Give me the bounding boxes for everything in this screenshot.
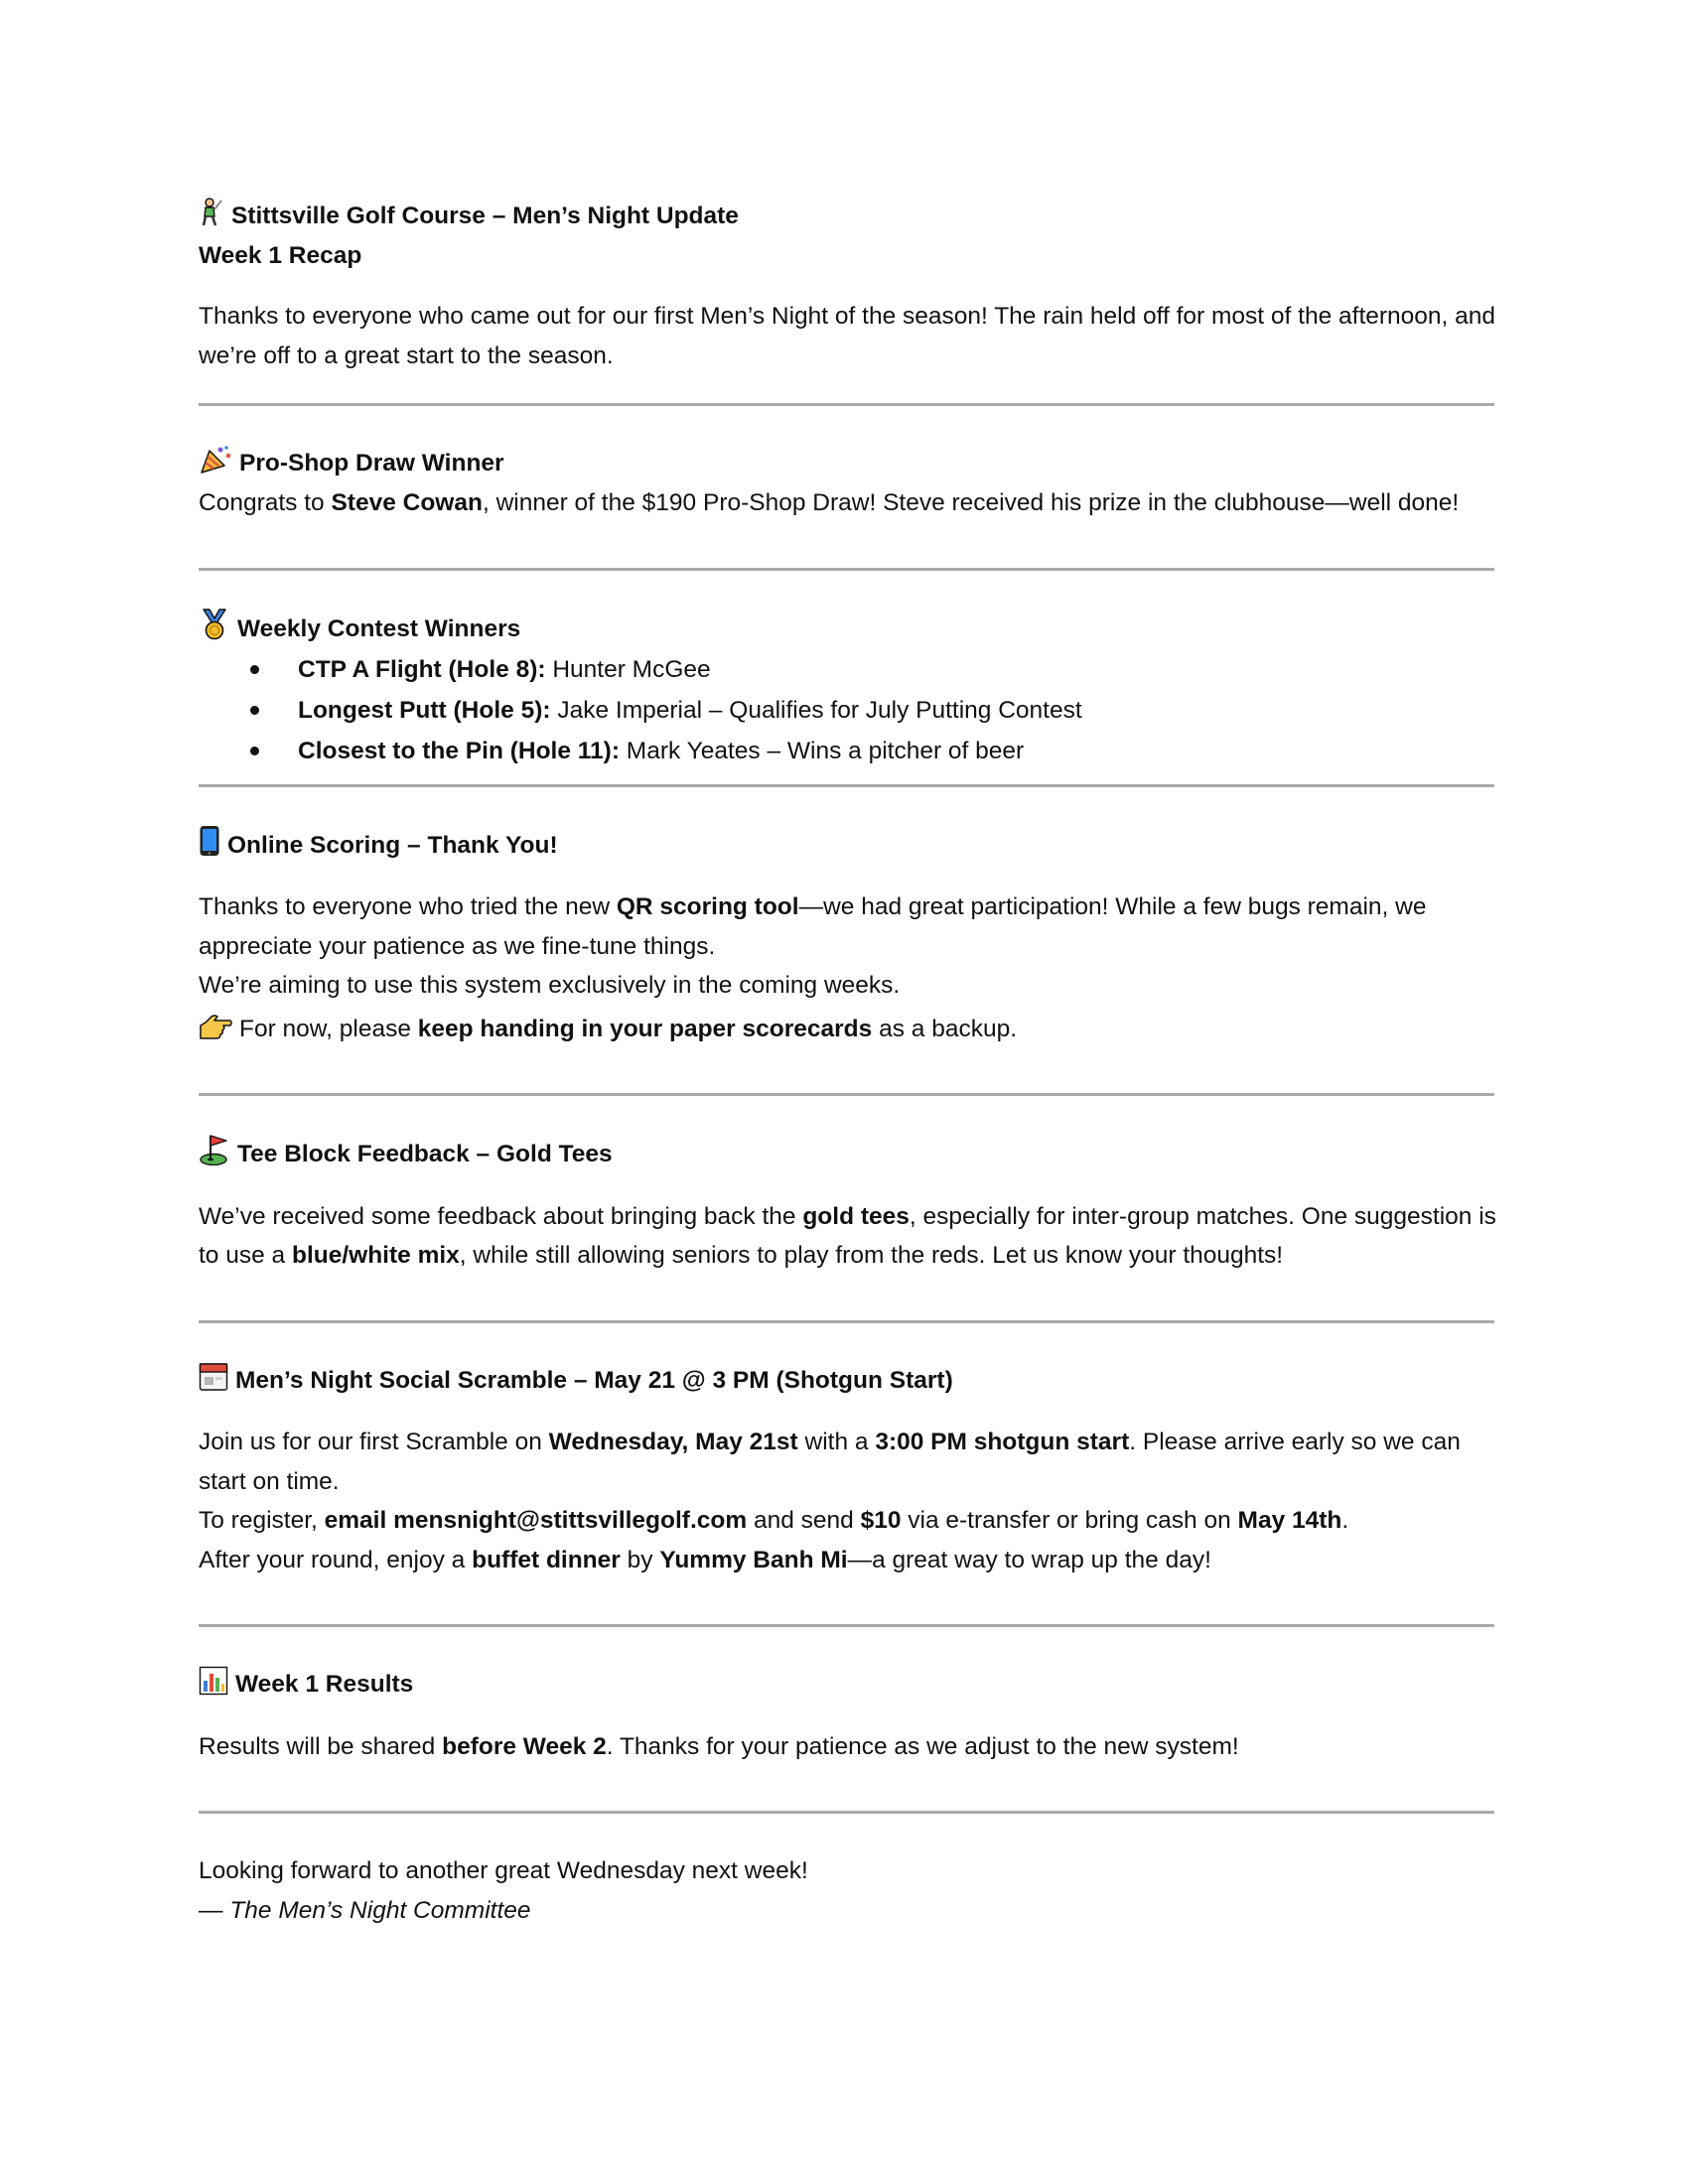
newsletter-subtitle: Week 1 Recap: [199, 241, 362, 269]
scramble-dinner-line: After your round, enjoy a buffet dinner by Yummy Banh Mi—a great way to wrap up the day!: [199, 1546, 1211, 1573]
tees-paragraph: We’ve received some feedback about bringing back the gold tees, especially for inter-group matches. One suggestion is to use a blue/white mix, while still allowing seniors to play from the reds. Let us know your thoughts!: [199, 1202, 1496, 1269]
divider: [199, 403, 1494, 406]
committee-signature: The Men’s Night Committee: [229, 1896, 531, 1924]
section-heading-scramble: Men’s Night Social Scramble – May 21 @ 3 PM (Shotgun Start): [199, 1361, 1499, 1401]
divider: [199, 1811, 1494, 1814]
intro-paragraph: Thanks to everyone who came out for our first Men’s Night of the season! The rain held off for most of the afternoon, and we’re off to a great start to the season.: [199, 303, 1496, 369]
section-heading-draw: Pro-Shop Draw Winner: [199, 444, 1499, 483]
divider: [199, 1624, 1494, 1627]
golfer-icon: [199, 198, 224, 227]
register-email: email mensnight@stittsvillegolf.com: [324, 1507, 748, 1534]
closing-line: Looking forward to another great Wednesday next week!: [199, 1857, 808, 1884]
pointing-hand-icon: [199, 1015, 232, 1040]
divider: [199, 784, 1494, 787]
signature-line: — The Men’s Night Committee: [199, 1896, 531, 1924]
draw-winner-name: Steve Cowan: [331, 488, 483, 516]
list-item: Closest to the Pin (Hole 11): Mark Yeates – Wins a pitcher of beer: [199, 731, 1499, 771]
divider: [199, 568, 1494, 571]
bar-chart-icon: [199, 1666, 228, 1696]
list-item: CTP A Flight (Hole 8): Hunter McGee: [199, 649, 1499, 690]
scoring-backup-line: For now, please keep handing in your paper scorecards as a backup.: [199, 1010, 1499, 1049]
newsletter: [199, 197, 1499, 1930]
phone-icon: [199, 825, 220, 857]
section-heading-contests: Weekly Contest Winners: [199, 609, 1499, 649]
divider: [199, 1093, 1494, 1096]
scramble-register-line: To register, email mensnight@stittsvillegolf.com and send $10 via e-transfer or bring cash on May 14th.: [199, 1507, 1349, 1534]
draw-paragraph: Congrats to Steve Cowan, winner of the $190 Pro-Shop Draw! Steve received his prize in the clubhouse—well done!: [199, 488, 1460, 516]
divider: [199, 1320, 1494, 1323]
qr-scoring-tool-text: QR scoring tool: [616, 893, 799, 920]
calendar-icon: [199, 1362, 228, 1392]
flag-in-hole-icon: [199, 1134, 230, 1165]
medal-icon: [199, 609, 230, 640]
results-paragraph: Results will be shared before Week 2. Thanks for your patience as we adjust to the new system!: [199, 1732, 1239, 1760]
list-item: Longest Putt (Hole 5): Jake Imperial – Qualifies for July Putting Contest: [199, 690, 1499, 731]
section-heading-results: Week 1 Results: [199, 1665, 1499, 1705]
scoring-paragraph: Thanks to everyone who tried the new QR scoring tool—we had great participation! While a few bugs remain, we appreciate your patience as we fine-tune things.: [199, 893, 1427, 960]
scramble-paragraph: Join us for our first Scramble on Wednesday, May 21st with a 3:00 PM shotgun start. Please arrive early so we can start on time.: [199, 1429, 1461, 1495]
party-popper-icon: [199, 445, 232, 475]
section-heading-tees: Tee Block Feedback – Gold Tees: [199, 1134, 1499, 1174]
contest-list: [199, 649, 1499, 771]
scoring-plan-line: We’re aiming to use this system exclusively in the coming weeks.: [199, 972, 901, 999]
newsletter-title: Stittsville Golf Course – Men’s Night Update: [199, 197, 1499, 236]
section-heading-scoring: Online Scoring – Thank You!: [199, 825, 1499, 866]
